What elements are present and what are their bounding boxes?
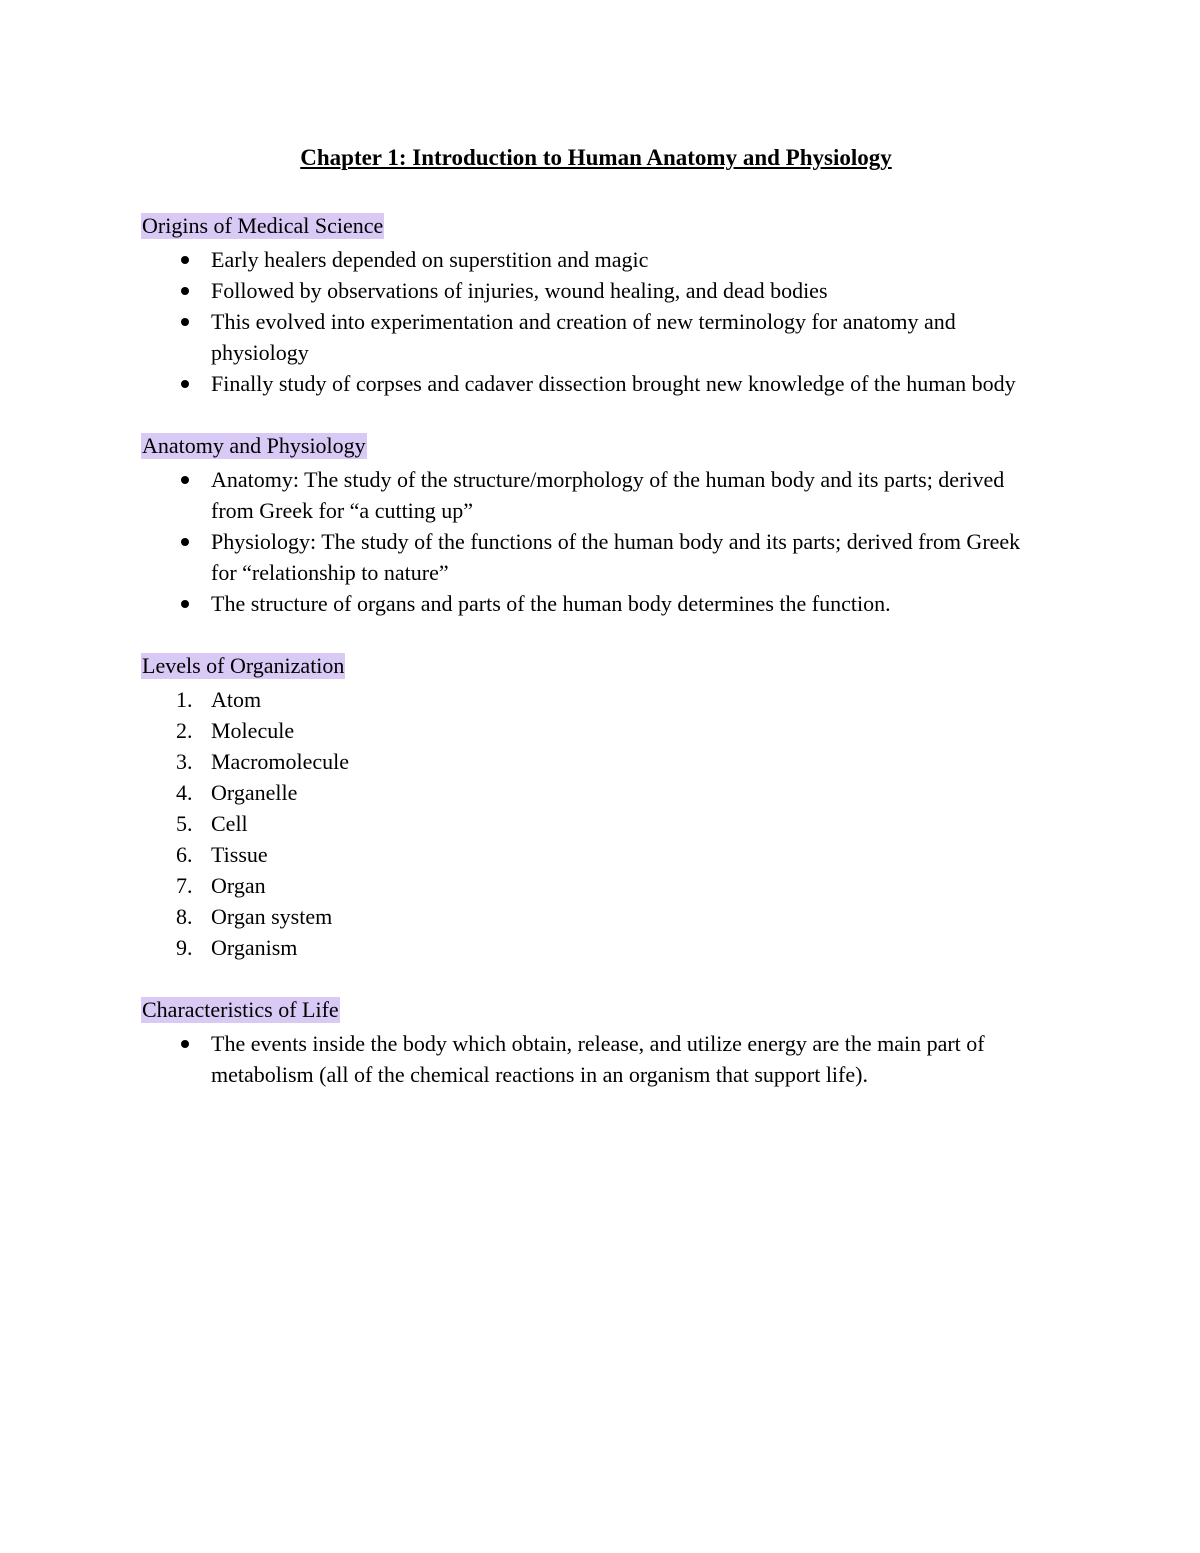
- list-number: 1.: [176, 687, 193, 712]
- list-item: Finally study of corpses and cadaver dissection brought new knowledge of the human body: [141, 368, 1051, 399]
- list-item-text: Organ: [211, 873, 266, 898]
- list-item: [141, 808, 1051, 839]
- bullet-list: [141, 1028, 1051, 1090]
- list-number: 8.: [176, 904, 193, 929]
- list-item: Followed by observations of injuries, wound healing, and dead bodies: [141, 275, 1051, 306]
- list-item: Early healers depended on superstition and magic: [141, 244, 1051, 275]
- list-item: Anatomy: The study of the structure/morphology of the human body and its parts; derived from Greek for “a cutting up”: [141, 464, 1051, 526]
- numbered-list: [141, 684, 1051, 963]
- section-heading: Levels of Organization: [142, 653, 345, 678]
- list-item: The events inside the body which obtain, release, and utilize energy are the main part of metabolism (all of the chemical reactions in an organism that support life).: [141, 1028, 1051, 1090]
- list-item-text: Organelle: [211, 780, 298, 805]
- page-title: Chapter 1: Introduction to Human Anatomy and Physiology: [300, 145, 892, 170]
- section-anatomy-physiology: [141, 430, 1051, 619]
- list-item-text: Organ system: [211, 904, 333, 929]
- list-item: Physiology: The study of the functions of the human body and its parts; derived from Greek for “relationship to nature”: [141, 526, 1051, 588]
- section-levels-of-organization: [141, 650, 1051, 963]
- list-item: [141, 932, 1051, 963]
- list-number: 5.: [176, 811, 193, 836]
- list-item-text: Tissue: [211, 842, 268, 867]
- list-item: The structure of organs and parts of the human body determines the function.: [141, 588, 1051, 619]
- list-item-text: Atom: [211, 687, 262, 712]
- list-item: [141, 715, 1051, 746]
- list-item: [141, 777, 1051, 808]
- list-number: 4.: [176, 780, 193, 805]
- bullet-list: [141, 464, 1051, 619]
- document-content: [141, 140, 1051, 1121]
- list-item: [141, 901, 1051, 932]
- list-number: 7.: [176, 873, 193, 898]
- bullet-list: [141, 244, 1051, 399]
- list-item: [141, 870, 1051, 901]
- list-item-text: Cell: [211, 811, 248, 836]
- section-heading: Characteristics of Life: [142, 997, 339, 1022]
- section-heading: Anatomy and Physiology: [142, 433, 366, 458]
- list-item-text: Macromolecule: [211, 749, 350, 774]
- section-characteristics-of-life: [141, 994, 1051, 1090]
- list-number: 3.: [176, 749, 193, 774]
- list-item-text: Organism: [211, 935, 298, 960]
- list-item: [141, 684, 1051, 715]
- list-item-text: Molecule: [211, 718, 295, 743]
- list-number: 9.: [176, 935, 193, 960]
- list-number: 6.: [176, 842, 193, 867]
- list-item: [141, 839, 1051, 870]
- list-number: 2.: [176, 718, 193, 743]
- list-item: This evolved into experimentation and creation of new terminology for anatomy and physiology: [141, 306, 1051, 368]
- section-origins: [141, 210, 1051, 399]
- list-item: [141, 746, 1051, 777]
- section-heading: Origins of Medical Science: [142, 213, 384, 238]
